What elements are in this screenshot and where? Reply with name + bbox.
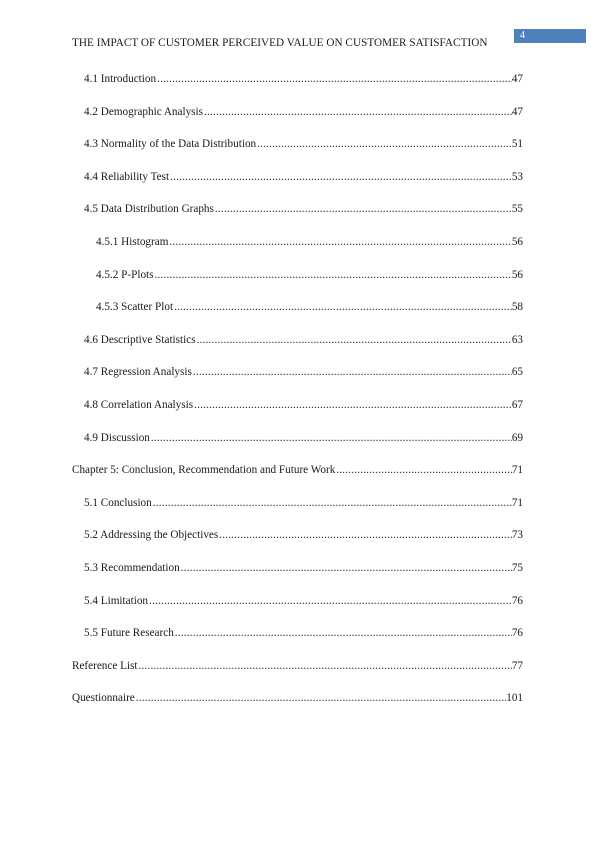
toc-entry[interactable] <box>84 104 523 120</box>
toc-entry-title: Reference List <box>72 659 138 672</box>
toc-entry-title: 4.7 Regression Analysis <box>84 366 192 379</box>
toc-entry-title: 4.5.1 Histogram <box>96 236 169 248</box>
toc-dot-leader <box>168 234 511 250</box>
toc-dot-leader <box>193 397 512 413</box>
toc-entry-title: 4.9 Discussion <box>84 431 150 444</box>
toc-entry-title: 5.4 Limitation <box>84 594 149 607</box>
toc-entry-title: 4.4 Reliability Test <box>84 170 170 183</box>
toc-entry[interactable] <box>84 364 523 380</box>
toc-entry-page: 76 <box>511 594 523 607</box>
toc-dot-leader <box>152 495 512 511</box>
toc-dot-leader <box>150 430 512 446</box>
toc-entry-title: Chapter 5: Conclusion, Recommendation and Future Work <box>72 464 336 477</box>
toc-entry[interactable] <box>84 625 523 641</box>
toc-entry-page: 71 <box>511 464 523 477</box>
toc-entry-page: 53 <box>511 170 523 183</box>
toc-entry[interactable] <box>84 560 523 576</box>
toc-dot-leader <box>214 201 512 217</box>
toc-entry-title: 5.3 Recommendation <box>84 562 180 574</box>
toc-entry[interactable] <box>84 136 523 152</box>
running-header-title: THE IMPACT OF CUSTOMER PERCEIVED VALUE ON CUSTOMER SATISFACTION <box>72 37 488 49</box>
toc-entry-title: 5.2 Addressing the Objectives <box>84 529 219 542</box>
toc-entry[interactable] <box>84 593 523 609</box>
toc-entry-title: 4.5.3 Scatter Plot <box>96 301 174 314</box>
toc-entry-page: 76 <box>511 627 523 640</box>
toc-dot-leader <box>135 690 506 706</box>
toc-entry[interactable] <box>84 332 523 348</box>
toc-dot-leader <box>180 560 512 576</box>
toc-entry-title: 4.3 Normality of the Data Distribution <box>84 138 257 151</box>
toc-entry-page: 73 <box>511 529 523 542</box>
toc-entry[interactable] <box>72 462 523 478</box>
toc-entry-title: 4.5 Data Distribution Graphs <box>84 203 214 216</box>
toc-dot-leader <box>154 267 512 283</box>
toc-entry[interactable] <box>72 690 523 706</box>
toc-dot-leader <box>174 625 512 641</box>
toc-entry-page: 58 <box>511 301 523 314</box>
toc-entry-page: 47 <box>511 73 523 85</box>
toc-entry-title: 4.1 Introduction <box>84 73 157 85</box>
toc-dot-leader <box>138 658 512 674</box>
toc-entry-page: 101 <box>506 692 523 705</box>
toc-entry-page: 69 <box>511 431 523 444</box>
toc-dot-leader <box>173 299 512 315</box>
toc-entry[interactable] <box>84 495 523 511</box>
toc-entry[interactable] <box>96 234 523 250</box>
toc-entry-title: 4.6 Descriptive Statistics <box>84 333 196 346</box>
toc-entry-title: 5.1 Conclusion <box>84 496 152 509</box>
toc-dot-leader <box>156 71 512 87</box>
toc-entry[interactable] <box>84 430 523 446</box>
page-number-badge: 4 <box>514 29 586 43</box>
toc-entry[interactable] <box>84 169 523 185</box>
toc-dot-leader <box>192 364 512 380</box>
toc-dot-leader <box>256 136 512 152</box>
toc-entry-title: Questionnaire <box>72 692 135 705</box>
toc-entry[interactable] <box>72 658 523 674</box>
toc-entry-page: 55 <box>511 203 523 216</box>
toc-entry-title: 4.5.2 P-Plots <box>96 268 154 281</box>
toc-entry-title: 5.5 Future Research <box>84 627 174 640</box>
toc-entry-page: 71 <box>511 496 523 509</box>
toc-dot-leader <box>335 462 512 478</box>
toc-entry-page: 47 <box>511 105 523 118</box>
toc-entry-page: 56 <box>511 268 523 281</box>
toc-entry-page: 51 <box>511 138 523 151</box>
toc-dot-leader <box>169 169 512 185</box>
toc-dot-leader <box>148 593 512 609</box>
toc-entry[interactable] <box>96 267 523 283</box>
toc-dot-leader <box>196 332 512 348</box>
toc-dot-leader <box>218 527 512 543</box>
toc-entry-page: 75 <box>511 562 523 574</box>
toc-entry[interactable] <box>84 201 523 217</box>
toc-entry-page: 65 <box>511 366 523 379</box>
toc-entry-page: 67 <box>511 399 523 411</box>
toc-dot-leader <box>203 104 512 120</box>
toc-entry-title: 4.8 Correlation Analysis <box>84 399 194 411</box>
toc-entry-page: 56 <box>511 236 523 248</box>
toc-entry[interactable] <box>84 397 523 413</box>
toc-entry[interactable] <box>84 527 523 543</box>
toc-entry-page: 77 <box>511 659 523 672</box>
toc-entry-page: 63 <box>511 333 523 346</box>
toc-entry[interactable] <box>84 71 523 87</box>
toc-entry-title: 4.2 Demographic Analysis <box>84 105 204 118</box>
toc-entry[interactable] <box>96 299 523 315</box>
